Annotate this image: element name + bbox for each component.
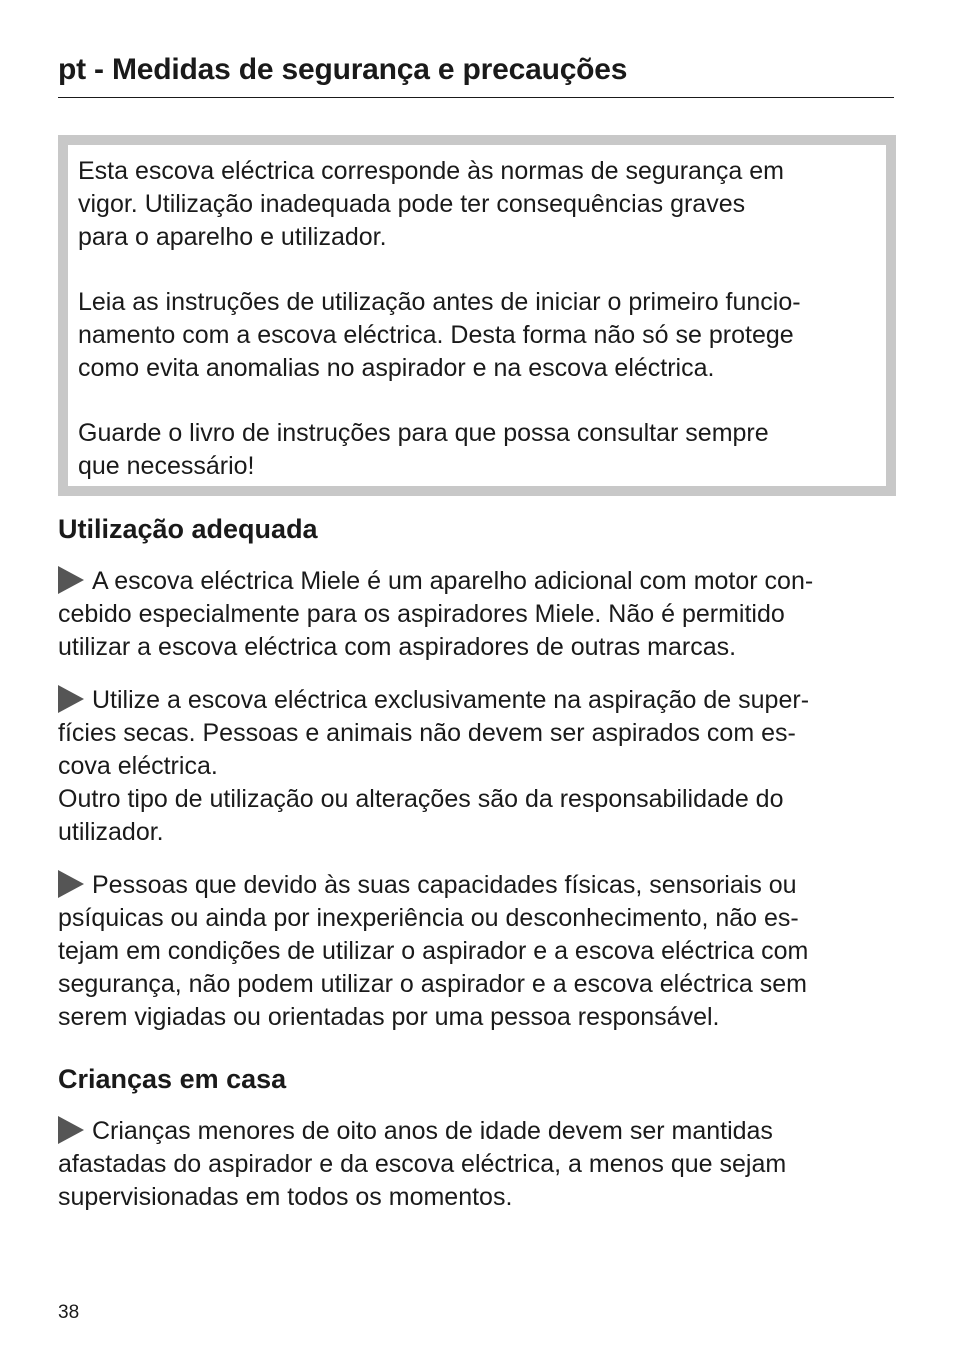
paragraph-line: cebido especialmente para os aspiradores Miele. Não é permitido [58, 600, 785, 628]
notice-line: vigor. Utilização inadequada pode ter consequências graves [78, 190, 746, 218]
paragraph-line: utilizador. [58, 818, 164, 846]
bullet-paragraph [58, 1115, 896, 1214]
paragraph-line-text: Utilize a escova eléctrica exclusivamente na aspiração de super- [92, 686, 810, 714]
paragraph-line: utilizar a escova eléctrica com aspiradores de outras marcas. [58, 633, 737, 661]
paragraph-line: Outro tipo de utilização ou alterações são da responsabilidade do [58, 785, 784, 813]
notice-line: namento com a escova eléctrica. Desta forma não só se protege [78, 321, 794, 349]
notice-paragraph [78, 417, 886, 483]
section-heading: Utilização adequada [58, 514, 318, 544]
safety-notice-box [58, 135, 896, 496]
bullet-paragraph [58, 869, 896, 1034]
paragraph-line [58, 684, 896, 717]
notice-paragraph [78, 286, 886, 385]
notice-paragraph [78, 155, 886, 254]
bullet-paragraph [58, 684, 896, 849]
paragraph-line-text: A escova eléctrica Miele é um aparelho adicional com motor con- [92, 567, 814, 595]
safety-notice-content [78, 155, 886, 483]
notice-line: que necessário! [78, 452, 255, 480]
paragraph-line [58, 565, 896, 598]
paragraph-line-text: Crianças menores de oito anos de idade devem ser mantidas [92, 1117, 773, 1145]
page-number: 38 [58, 1302, 80, 1323]
triangle-right-icon [58, 1116, 84, 1144]
triangle-right-icon [58, 870, 84, 898]
paragraph-line-text: Pessoas que devido às suas capacidades físicas, sensoriais ou [92, 871, 797, 899]
notice-line: para o aparelho e utilizador. [78, 223, 387, 251]
paragraph-line: serem vigiadas ou orientadas por uma pessoa responsável. [58, 1003, 720, 1031]
section-children [58, 1062, 896, 1234]
notice-line: como evita anomalias no aspirador e na escova eléctrica. [78, 354, 715, 382]
paragraph-line: tejam em condições de utilizar o aspirador e a escova eléctrica com [58, 937, 809, 965]
paragraph-line: afastadas do aspirador e da escova eléctrica, a menos que sejam [58, 1150, 787, 1178]
section-proper-use [58, 512, 896, 1054]
paragraph-line: cova eléctrica. [58, 752, 218, 780]
bullet-paragraph [58, 565, 896, 664]
paragraph-line: segurança, não podem utilizar o aspirador e a escova eléctrica sem [58, 970, 808, 998]
notice-line: Esta escova eléctrica corresponde às normas de segurança em [78, 157, 784, 185]
section-heading: Crianças em casa [58, 1064, 287, 1094]
paragraph-line: supervisionadas em todos os momentos. [58, 1183, 513, 1211]
triangle-right-icon [58, 566, 84, 594]
notice-line: Guarde o livro de instruções para que possa consultar sempre [78, 419, 769, 447]
page-header [58, 52, 894, 98]
paragraph-line [58, 1115, 896, 1148]
page-title: pt - Medidas de segurança e precauções [58, 53, 628, 86]
triangle-right-icon [58, 685, 84, 713]
paragraph-line: psíquicas ou ainda por inexperiência ou desconhecimento, não es- [58, 904, 799, 932]
notice-line: Leia as instruções de utilização antes de iniciar o primeiro funcio- [78, 288, 801, 316]
paragraph-line: fícies secas. Pessoas e animais não devem ser aspirados com es- [58, 719, 796, 747]
paragraph-line [58, 869, 896, 902]
